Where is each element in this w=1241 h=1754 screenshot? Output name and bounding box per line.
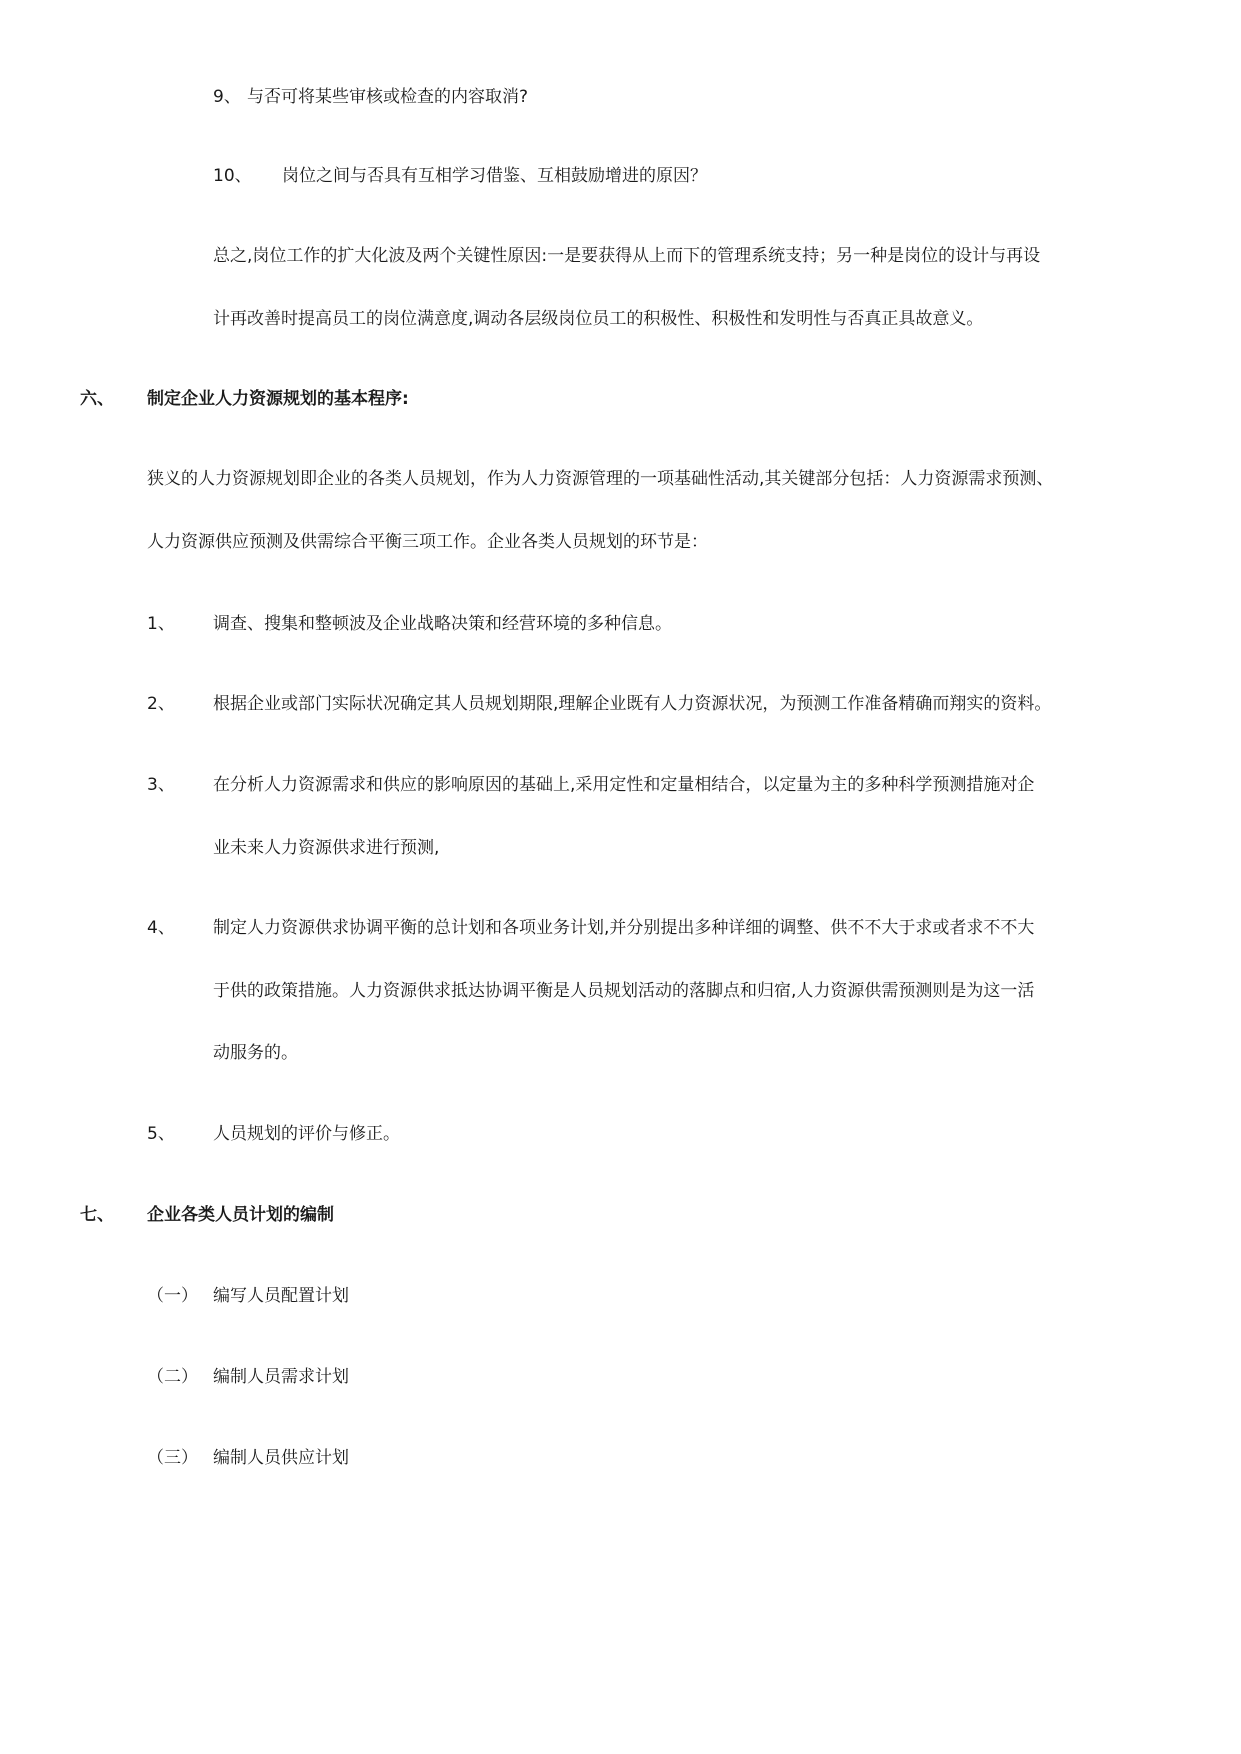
list-number: 1、 [147, 614, 175, 634]
section-title: 企业各类人员计划的编制 [147, 1205, 334, 1225]
list-text: 人员规划的评价与修正。 [213, 1124, 400, 1144]
section-number: 六、 [80, 389, 114, 409]
list-text: 调查、搜集和整顿波及企业战略决策和经营环境的多种信息。 [213, 614, 672, 634]
list-number: 2、 [147, 694, 175, 714]
list-text: 编制人员需求计划 [213, 1367, 349, 1387]
list-text: 岗位之间与否具有互相学习借鉴、互相鼓励增进的原因？ [282, 166, 707, 186]
list-text: 编制人员供应计划 [213, 1448, 349, 1468]
list-text: 根据企业或部门实际状况确定其人员规划期限,理解企业既有人力资源状况，为预测工作准备精确而翔实的资料。 [213, 694, 1052, 714]
list-number: 10、 [213, 166, 252, 186]
paragraph-line: 人力资源供应预测及供需综合平衡三项工作。企业各类人员规划的环节是： [147, 532, 708, 552]
list-text: 于供的政策措施。人力资源供求抵达协调平衡是人员规划活动的落脚点和归宿,人力资源供需预测则是为这一活 [213, 981, 1035, 1001]
list-text: 编写人员配置计划 [213, 1286, 349, 1306]
section-number: 七、 [80, 1205, 114, 1225]
list-text: 在分析人力资源需求和供应的影响原因的基础上,采用定性和定量相结合，以定量为主的多种科学预测措施对企 [213, 775, 1035, 795]
paragraph-line: 计再改善时提高员工的岗位满意度,调动各层级岗位员工的积极性、积极性和发明性与否真正具故意义。 [213, 309, 984, 329]
paragraph-line: 总之,岗位工作的扩大化波及两个关键性原因:一是要获得从上而下的管理系统支持；另一种是岗位的设计与再设 [213, 246, 1041, 266]
paragraph-line: 狭义的人力资源规划即企业的各类人员规划，作为人力资源管理的一项基础性活动,其关键部分包括：人力资源需求预测、 [147, 469, 1054, 489]
list-text: 制定人力资源供求协调平衡的总计划和各项业务计划,并分别提出多种详细的调整、供不不大于求或者求不不大 [213, 918, 1035, 938]
list-number: （三） [147, 1448, 198, 1468]
list-text: 动服务的。 [213, 1043, 298, 1063]
list-text: 与否可将某些审核或检查的内容取消? [247, 87, 529, 107]
list-number: 5、 [147, 1124, 175, 1144]
list-number: 9、 [213, 87, 241, 107]
list-text: 业未来人力资源供求进行预测, [213, 838, 440, 858]
list-number: （一） [147, 1286, 198, 1306]
list-number: （二） [147, 1367, 198, 1387]
list-number: 4、 [147, 918, 175, 938]
section-title: 制定企业人力资源规划的基本程序: [147, 389, 409, 409]
list-number: 3、 [147, 775, 175, 795]
